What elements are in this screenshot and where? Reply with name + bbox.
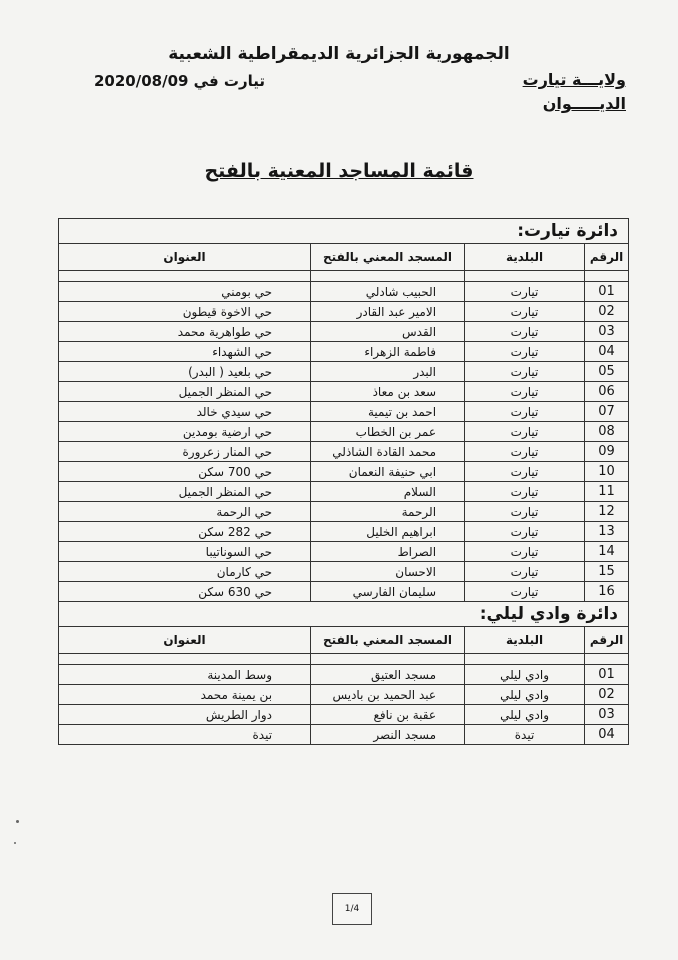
- municipality-cell: تيارت: [465, 302, 585, 322]
- municipality-cell: تيارت: [465, 282, 585, 302]
- municipality-cell: تيارت: [465, 562, 585, 582]
- mosque-cell: احمد بن تيمية: [311, 402, 465, 422]
- table-row: [59, 422, 629, 442]
- municipality-cell: وادي ليلي: [465, 685, 585, 705]
- address-cell: حي 282 سكن: [59, 522, 311, 542]
- column-header-address: العنوان: [59, 627, 311, 654]
- spacer-cell: [465, 654, 585, 665]
- table-row: [59, 342, 629, 362]
- municipality-cell: تيارت: [465, 422, 585, 442]
- table-row: [59, 665, 629, 685]
- municipality-cell: تيارت: [465, 582, 585, 602]
- section-title: دائرة وادي ليلي:: [59, 602, 629, 627]
- column-header-num: الرقم: [585, 244, 629, 271]
- number-cell: 11: [585, 482, 629, 502]
- diwan-label: الديـــــوان: [542, 94, 626, 113]
- spacer-cell: [59, 654, 311, 665]
- number-cell: 09: [585, 442, 629, 462]
- address-cell: حي بومني: [59, 282, 311, 302]
- page-number: 1/4: [332, 893, 372, 925]
- spacer-cell: [59, 271, 311, 282]
- number-cell: 07: [585, 402, 629, 422]
- address-cell: حي سيدي خالد: [59, 402, 311, 422]
- mosque-cell: سليمان الفارسي: [311, 582, 465, 602]
- address-cell: حي الشهداء: [59, 342, 311, 362]
- mosque-cell: فاطمة الزهراء: [311, 342, 465, 362]
- address-cell: حي المنظر الجميل: [59, 382, 311, 402]
- column-header-num: الرقم: [585, 627, 629, 654]
- mosque-cell: الاحسان: [311, 562, 465, 582]
- mosques-table: [58, 218, 629, 745]
- table-row: [59, 502, 629, 522]
- column-header-row: [59, 244, 629, 271]
- spacer-cell: [585, 271, 629, 282]
- number-cell: 03: [585, 322, 629, 342]
- mosque-cell: محمد القادة الشاذلي: [311, 442, 465, 462]
- spacer-cell: [585, 654, 629, 665]
- mosque-cell: عبد الحميد بن باديس: [311, 685, 465, 705]
- spacer-cell: [311, 271, 465, 282]
- table-row: [59, 462, 629, 482]
- table-row: [59, 482, 629, 502]
- column-header-row: [59, 627, 629, 654]
- number-cell: 01: [585, 282, 629, 302]
- scan-speck: [16, 820, 19, 823]
- address-cell: حي كارمان: [59, 562, 311, 582]
- mosque-cell: الرحمة: [311, 502, 465, 522]
- municipality-cell: تيارت: [465, 362, 585, 382]
- number-cell: 05: [585, 362, 629, 382]
- column-header-mosque: المسجد المعني بالفتح: [311, 244, 465, 271]
- table-row: [59, 302, 629, 322]
- column-header-municipality: البلدية: [465, 244, 585, 271]
- number-cell: 03: [585, 705, 629, 725]
- table-row: [59, 442, 629, 462]
- mosque-cell: الامير عبد القادر: [311, 302, 465, 322]
- mosque-cell: مسجد العتيق: [311, 665, 465, 685]
- address-cell: حي المنظر الجميل: [59, 482, 311, 502]
- table-row: [59, 582, 629, 602]
- address-cell: حي السوناتيبا: [59, 542, 311, 562]
- address-cell: دوار الطريش: [59, 705, 311, 725]
- date-line: تيارت في 2020/08/09: [94, 72, 265, 90]
- mosque-cell: القدس: [311, 322, 465, 342]
- address-cell: حي بلعيد ( البدر): [59, 362, 311, 382]
- mosque-cell: ابي حنيفة النعمان: [311, 462, 465, 482]
- spacer-cell: [465, 271, 585, 282]
- address-cell: حي المنار زعرورة: [59, 442, 311, 462]
- table-row: [59, 725, 629, 745]
- address-cell: حي 630 سكن: [59, 582, 311, 602]
- column-header-address: العنوان: [59, 244, 311, 271]
- mosque-cell: البدر: [311, 362, 465, 382]
- number-cell: 16: [585, 582, 629, 602]
- mosque-cell: عمر بن الخطاب: [311, 422, 465, 442]
- municipality-cell: تيارت: [465, 382, 585, 402]
- mosque-cell: ابراهيم الخليل: [311, 522, 465, 542]
- mosque-cell: مسجد النصر: [311, 725, 465, 745]
- municipality-cell: وادي ليلي: [465, 705, 585, 725]
- mosque-cell: الحبيب شادلي: [311, 282, 465, 302]
- table-row: [59, 522, 629, 542]
- municipality-cell: تيارت: [465, 322, 585, 342]
- number-cell: 12: [585, 502, 629, 522]
- number-cell: 14: [585, 542, 629, 562]
- spacer-cell: [311, 654, 465, 665]
- spacer-row: [59, 654, 629, 665]
- municipality-cell: تيدة: [465, 725, 585, 745]
- section-title: دائرة تيارت:: [59, 219, 629, 244]
- column-header-mosque: المسجد المعني بالفتح: [311, 627, 465, 654]
- mosque-cell: سعد بن معاذ: [311, 382, 465, 402]
- wilaya-label: ولايـــة تيارت: [522, 70, 626, 89]
- number-cell: 08: [585, 422, 629, 442]
- spacer-row: [59, 271, 629, 282]
- table-row: [59, 705, 629, 725]
- municipality-cell: تيارت: [465, 342, 585, 362]
- municipality-cell: تيارت: [465, 502, 585, 522]
- address-cell: حي طواهرية محمد: [59, 322, 311, 342]
- address-cell: بن يمينة محمد: [59, 685, 311, 705]
- mosque-cell: الصراط: [311, 542, 465, 562]
- mosque-cell: عقبة بن نافع: [311, 705, 465, 725]
- municipality-cell: تيارت: [465, 522, 585, 542]
- number-cell: 15: [585, 562, 629, 582]
- table-row: [59, 685, 629, 705]
- document-title: قائمة المساجد المعنية بالفتح: [204, 160, 474, 182]
- address-cell: حي 700 سكن: [59, 462, 311, 482]
- address-cell: حي ارضية بومدين: [59, 422, 311, 442]
- address-cell: حي الاخوة قيطون: [59, 302, 311, 322]
- mosque-cell: السلام: [311, 482, 465, 502]
- address-cell: تيدة: [59, 725, 311, 745]
- number-cell: 04: [585, 342, 629, 362]
- table-row: [59, 542, 629, 562]
- municipality-cell: وادي ليلي: [465, 665, 585, 685]
- number-cell: 13: [585, 522, 629, 542]
- table-row: [59, 362, 629, 382]
- section-header-row: [59, 602, 629, 627]
- number-cell: 02: [585, 685, 629, 705]
- table-row: [59, 402, 629, 422]
- section-header-row: [59, 219, 629, 244]
- municipality-cell: تيارت: [465, 542, 585, 562]
- republic-heading: الجمهورية الجزائرية الديمقراطية الشعبية: [168, 44, 510, 64]
- municipality-cell: تيارت: [465, 442, 585, 462]
- table-row: [59, 282, 629, 302]
- number-cell: 02: [585, 302, 629, 322]
- table-row: [59, 382, 629, 402]
- column-header-municipality: البلدية: [465, 627, 585, 654]
- number-cell: 06: [585, 382, 629, 402]
- number-cell: 01: [585, 665, 629, 685]
- address-cell: حي الرحمة: [59, 502, 311, 522]
- municipality-cell: تيارت: [465, 462, 585, 482]
- number-cell: 10: [585, 462, 629, 482]
- number-cell: 04: [585, 725, 629, 745]
- table-row: [59, 322, 629, 342]
- scan-speck: [14, 842, 16, 844]
- address-cell: وسط المدينة: [59, 665, 311, 685]
- municipality-cell: تيارت: [465, 482, 585, 502]
- table-row: [59, 562, 629, 582]
- municipality-cell: تيارت: [465, 402, 585, 422]
